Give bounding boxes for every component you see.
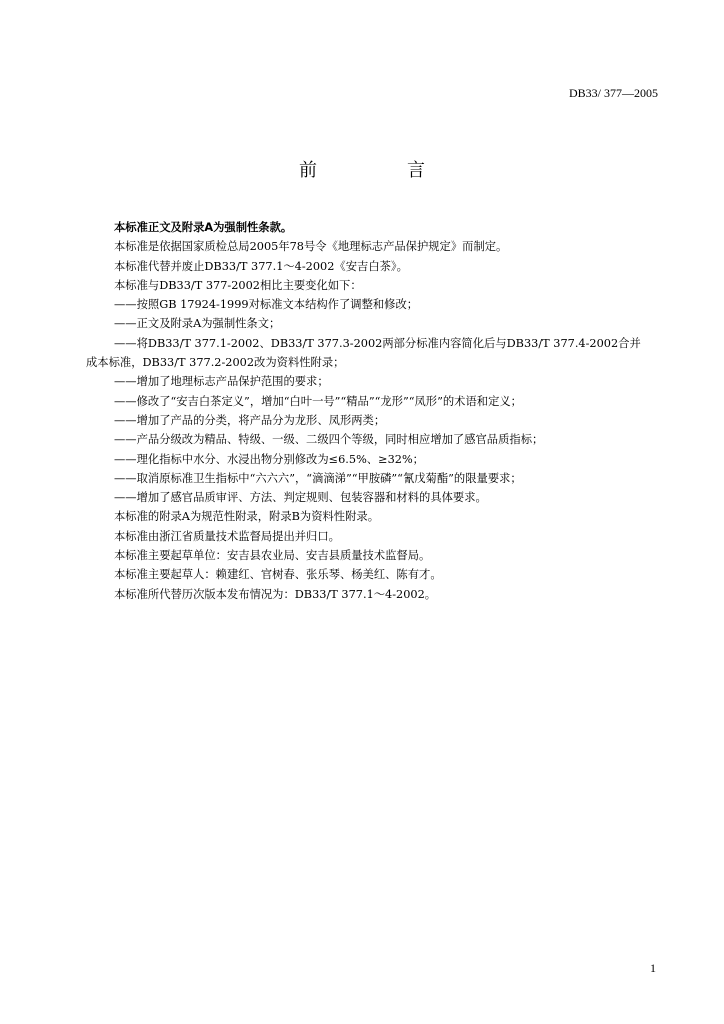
list-item: ——将DB33/T 377.1-2002、DB33/T 377.3-2002两部分标准内容简化后与DB33/T 377.4-2002合并 [114,336,641,350]
standard-code: DB33/ 377—2005 [568,86,658,100]
list-item: ——取消原标准卫生指标中“六六六”，“滴滴涕”“甲胺磷”“氰戊菊酯”的限量要求； [114,471,522,485]
paragraph-basis: 本标准是依据国家质检总局2005年78号令《地理标志产品保护规定》而制定。 [114,240,508,254]
paragraph-changes-intro: 本标准与DB33/T 377-2002相比主要变化如下： [114,278,362,292]
list-item: ——理化指标中水分、水浸出物分别修改为≤6.5%、≥32%； [114,452,424,466]
list-item: ——产品分级改为精品、特级、一级、二级四个等级，同时相应增加了感官品质指标； [114,433,544,447]
list-item-continuation: 成本标准，DB33/T 377.2-2002改为资料性附录； [86,356,345,370]
page-title: 前 言 [299,160,461,181]
list-item: ——增加了产品的分类，将产品分为龙形、凤形两类； [114,413,386,427]
paragraph-drafting-units: 本标准主要起草单位：安吉县农业局、安吉县质量技术监督局。 [114,549,431,563]
page-number: 1 [650,961,656,975]
list-item: ——增加了地理标志产品保护范围的要求； [114,375,329,389]
paragraph-replaces: 本标准代替并废止DB33/T 377.1～4-2002《安吉白茶》。 [114,259,408,273]
list-item: ——正文及附录A为强制性条文； [114,317,281,331]
list-item: ——按照GB 17924-1999对标准文本结构作了调整和修改； [114,298,419,312]
list-item: ——修改了“安吉白茶定义”，增加“白叶一号”“精品”“龙形”“凤形”的术语和定义； [114,394,522,408]
paragraph-drafters: 本标准主要起草人：赖建红、官树春、张乐琴、杨美红、陈有才。 [114,568,442,582]
list-item: ——增加了感官品质审评、方法、判定规则、包装容器和材料的具体要求。 [114,491,487,505]
foreword-body [86,218,660,604]
paragraph-appendices: 本标准的附录A为规范性附录，附录B为资料性附录。 [114,510,379,524]
paragraph-mandatory-clauses: 本标准正文及附录A为强制性条款。 [114,221,293,234]
paragraph-previous-editions: 本标准所代替历次版本发布情况为：DB33/T 377.1～4-2002。 [114,587,437,601]
paragraph-proposer: 本标准由浙江省质量技术监督局提出并归口。 [114,529,340,543]
